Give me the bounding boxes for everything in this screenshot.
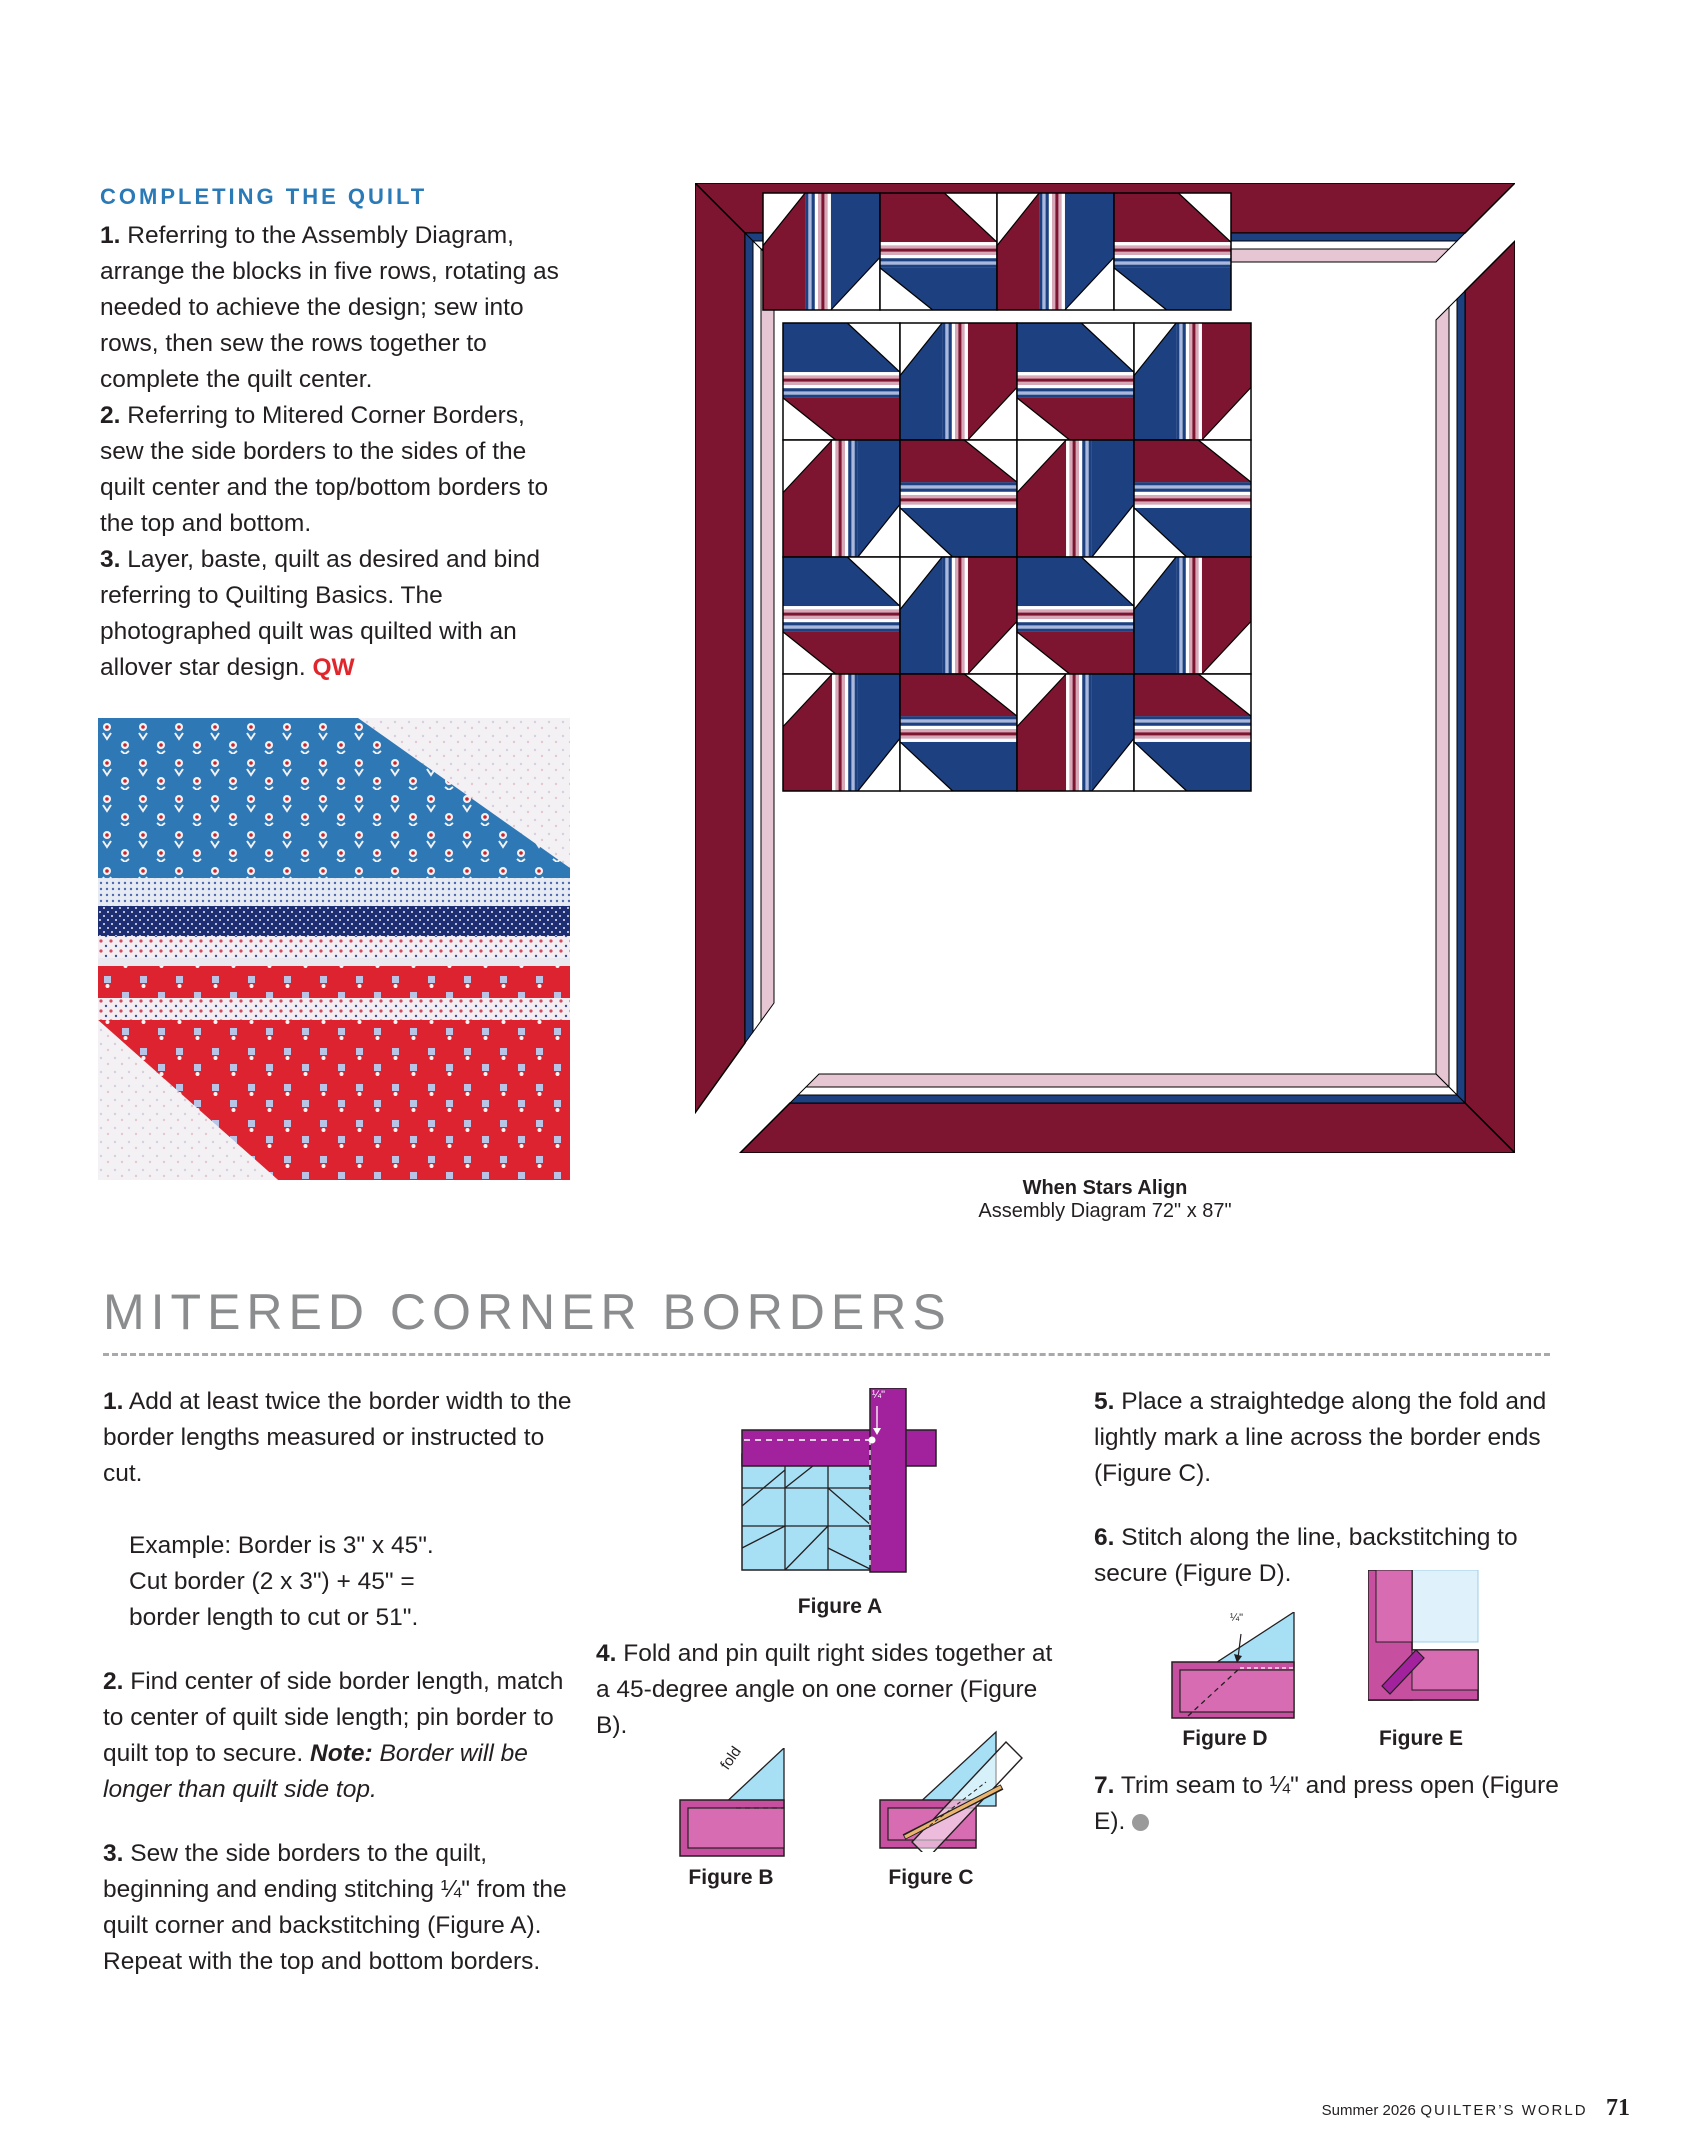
quilt-block <box>1134 440 1251 557</box>
folio-magazine: QUILTER’S WORLD <box>1420 2102 1588 2119</box>
figure-a <box>740 1388 940 1578</box>
mitered-step-7: 7. Trim seam to ¼" and press open (Figure E). <box>1094 1772 1559 1835</box>
folio-page-number: 71 <box>1606 2095 1630 2121</box>
quilt-block <box>1017 440 1134 557</box>
quilt-block <box>900 440 1017 557</box>
quilt-block <box>783 674 900 791</box>
quilt-block <box>783 557 900 674</box>
quilt-block <box>900 557 1017 674</box>
mitered-step-4: 4. Fold and pin quilt right sides together at a 45-degree angle on one corner (Figure B). <box>596 1640 1053 1739</box>
qw-end-mark: QW <box>312 654 355 681</box>
mitered-title: MITERED CORNER BORDERS <box>103 1284 952 1340</box>
folio-issue: Summer 2026 <box>1321 2102 1416 2119</box>
quilt-block <box>763 193 880 310</box>
quilt-block <box>900 323 1017 440</box>
figure-b-label: Figure B <box>688 1866 774 1889</box>
mitered-step-5: 5. Place a straightedge along the fold and lightly mark a line across the border ends (Figure C). <box>1094 1388 1547 1487</box>
figure-e-label: Figure E <box>1378 1727 1463 1750</box>
border-example: Example: Border is 3" x 45". Cut border (2 x 3") + 45" = border length to cut or 51". <box>129 1532 434 1631</box>
mitered-step-2: 2. Find center of side border length, match to center of quilt side length; pin border to quilt top to secure. Note: Border will be longer than quilt side top. <box>103 1668 564 1803</box>
folio <box>1300 2095 1630 2122</box>
figure-a-label: Figure A <box>797 1595 883 1618</box>
quilt-rows-2-5 <box>783 323 1251 791</box>
section-heading-completing: COMPLETING THE QUILT <box>100 184 428 209</box>
figure-d <box>1168 1612 1298 1722</box>
figure-c-label: Figure C <box>888 1866 974 1889</box>
figure-a-quarter-label: ¼" <box>872 1389 886 1401</box>
quilt-block <box>1017 323 1134 440</box>
completing-steps <box>100 218 570 686</box>
quilt-block <box>783 440 900 557</box>
quilt-block <box>900 674 1017 791</box>
quilt-block <box>1134 674 1251 791</box>
figure-b <box>676 1743 796 1866</box>
mitered-step-1: 1. Add at least twice the border width to the border lengths measured or instructed to cut. <box>103 1388 572 1487</box>
quilt-block <box>1134 323 1251 440</box>
completing-step-1: 1. Referring to the Assembly Diagram, arrange the blocks in five rows, rotating as needed to achieve the design; sew into rows, then sew the rows together to complete the quilt center. <box>100 222 559 393</box>
quilt-block <box>1134 557 1251 674</box>
dashed-rule <box>103 1353 1550 1356</box>
end-bullet-icon <box>1132 1814 1149 1831</box>
completing-step-3: 3. Layer, baste, quilt as desired and bind referring to Quilting Basics. The photographed quilt was quilted with an allover star design. QW <box>100 546 540 681</box>
figure-e <box>1368 1570 1480 1702</box>
assembly-diagram <box>695 183 1515 1153</box>
mitered-col-right <box>1094 1384 1564 1592</box>
quilt-block <box>997 193 1114 310</box>
quilt-block <box>783 323 900 440</box>
quilt-detail-photo <box>98 718 570 1180</box>
figure-c <box>876 1722 1026 1852</box>
figure-d-quarter-label: ¼" <box>1230 1612 1244 1624</box>
quilt-block <box>880 193 997 310</box>
diagram-caption <box>895 1177 1315 1223</box>
quilt-block <box>1114 193 1231 310</box>
mitered-col-left <box>103 1384 573 1980</box>
diagram-title: When Stars Align <box>1022 1177 1188 1199</box>
quilt-block <box>1017 557 1134 674</box>
quilt-row-1 <box>763 193 1231 310</box>
figure-d-label: Figure D <box>1182 1727 1268 1750</box>
mitered-step-3: 3. Sew the side borders to the quilt, beginning and ending stitching ¼" from the quilt corner and backstitching (Figure A). Repeat with the top and bottom borders. <box>103 1840 567 1975</box>
quilt-block <box>1017 674 1134 791</box>
mitered-step-6: 6. Stitch along the line, backstitching to secure (Figure D). <box>1094 1524 1518 1587</box>
diagram-subtitle: Assembly Diagram 72" x 87" <box>978 1200 1232 1222</box>
completing-step-2: 2. Referring to Mitered Corner Borders, sew the side borders to the sides of the quilt center and the top/bottom borders to the top and bottom. <box>100 402 549 537</box>
figure-b-fold-label: fold <box>717 1743 745 1773</box>
assembly-diagram-svg <box>695 183 1515 1153</box>
